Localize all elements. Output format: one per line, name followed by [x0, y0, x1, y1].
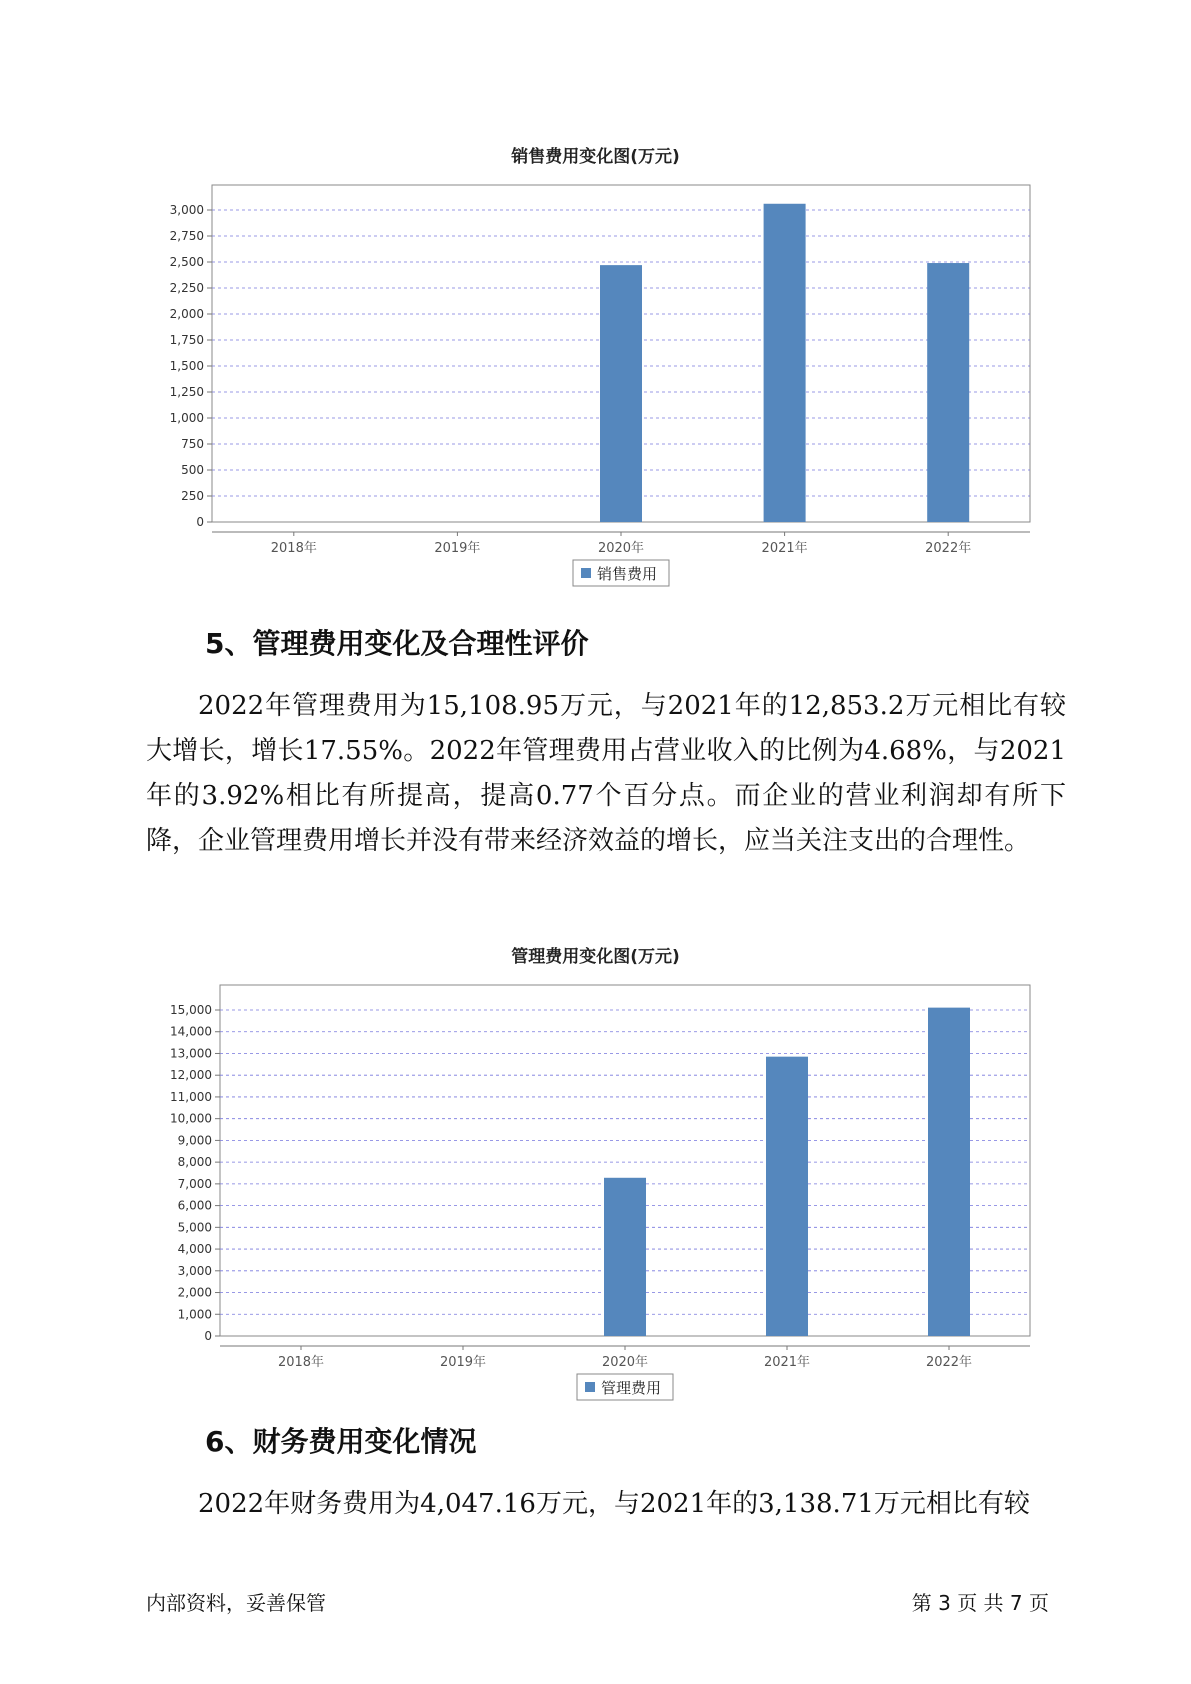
y-tick-label: 1,000	[169, 411, 204, 425]
legend-swatch	[585, 1382, 595, 1392]
y-tick-label: 0	[196, 515, 204, 529]
y-tick-label: 15,000	[170, 1003, 212, 1017]
x-tick-label: 2018年	[277, 1355, 325, 1370]
legend-label: 销售费用	[597, 565, 658, 583]
y-tick-label: 750	[181, 437, 204, 451]
x-tick-label: 2020年	[597, 541, 645, 556]
y-tick-label: 0	[204, 1329, 212, 1343]
bar-2021年	[766, 1057, 808, 1336]
x-tick-label: 2021年	[763, 1355, 811, 1370]
y-tick-label: 7,000	[177, 1176, 212, 1191]
y-tick-label: 1,000	[177, 1307, 212, 1322]
footer-page-number: 第 3 页 共 7 页	[911, 1591, 1049, 1615]
section5-heading: 5、管理费用变化及合理性评价	[205, 627, 589, 660]
bar-2020年	[604, 1178, 646, 1336]
x-tick-label: 2020年	[601, 1355, 649, 1370]
bar-2020年	[600, 265, 642, 522]
y-tick-label: 8,000	[177, 1155, 212, 1170]
admin-expense-chart	[150, 970, 1030, 1397]
bar-2022年	[928, 1008, 970, 1336]
y-tick-label: 2,000	[177, 1285, 212, 1300]
chart2-title: 管理费用变化图(万元)	[511, 947, 680, 967]
section6-paragraph: 2022年财务费用为4,047.16万元，与2021年的3,138.71万元相比有较	[198, 1489, 1030, 1519]
bar-2021年	[764, 204, 806, 522]
x-tick-label: 2022年	[925, 1355, 973, 1370]
y-tick-label: 3,000	[169, 203, 204, 217]
y-tick-label: 2,250	[169, 281, 204, 295]
section6-heading: 6、财务费用变化情况	[205, 1425, 477, 1458]
footer-confidential: 内部资料，妥善保管	[146, 1591, 326, 1615]
y-tick-label: 12,000	[170, 1068, 212, 1083]
x-tick-label: 2018年	[270, 541, 317, 556]
y-tick-label: 3,000	[177, 1263, 212, 1278]
y-tick-label: 2,000	[169, 307, 204, 321]
chart1-title: 销售费用变化图(万元)	[511, 147, 680, 167]
y-tick-label: 6,000	[177, 1198, 212, 1213]
y-tick-label: 13,000	[170, 1046, 212, 1061]
section5-paragraph: 2022年管理费用为15,108.95万元，与2021年的12,853.2万元相比有较大增长，增长17.55%。2022年管理费用占营业收入的比例为4.68%，与2021年的3.92%相比有所提高，提高0.77个百分点。而企业的营业利润却有所下降，企业管理费用增长并没有带来经济效益的增长，应当关注支出的合理性。	[146, 691, 1066, 856]
y-tick-label: 500	[181, 463, 204, 477]
legend-label: 管理费用	[601, 1379, 662, 1397]
y-tick-label: 5,000	[177, 1220, 212, 1235]
y-tick-label: 9,000	[177, 1133, 212, 1148]
y-tick-label: 250	[181, 489, 204, 503]
legend-swatch	[581, 568, 591, 578]
y-tick-label: 1,250	[169, 385, 204, 399]
bar-2022年	[927, 263, 969, 522]
y-tick-label: 11,000	[170, 1089, 212, 1104]
y-tick-label: 2,500	[169, 255, 204, 269]
y-tick-label: 1,750	[169, 333, 204, 347]
sales-expense-chart	[150, 170, 1030, 590]
y-tick-label: 14,000	[170, 1024, 212, 1039]
x-tick-label: 2021年	[761, 541, 808, 556]
x-tick-label: 2019年	[439, 1355, 487, 1370]
y-tick-label: 2,750	[169, 229, 204, 243]
x-tick-label: 2019年	[434, 541, 481, 556]
y-tick-label: 4,000	[177, 1242, 212, 1257]
x-tick-label: 2022年	[925, 541, 972, 556]
y-tick-label: 1,500	[169, 359, 204, 373]
y-tick-label: 10,000	[170, 1111, 212, 1126]
